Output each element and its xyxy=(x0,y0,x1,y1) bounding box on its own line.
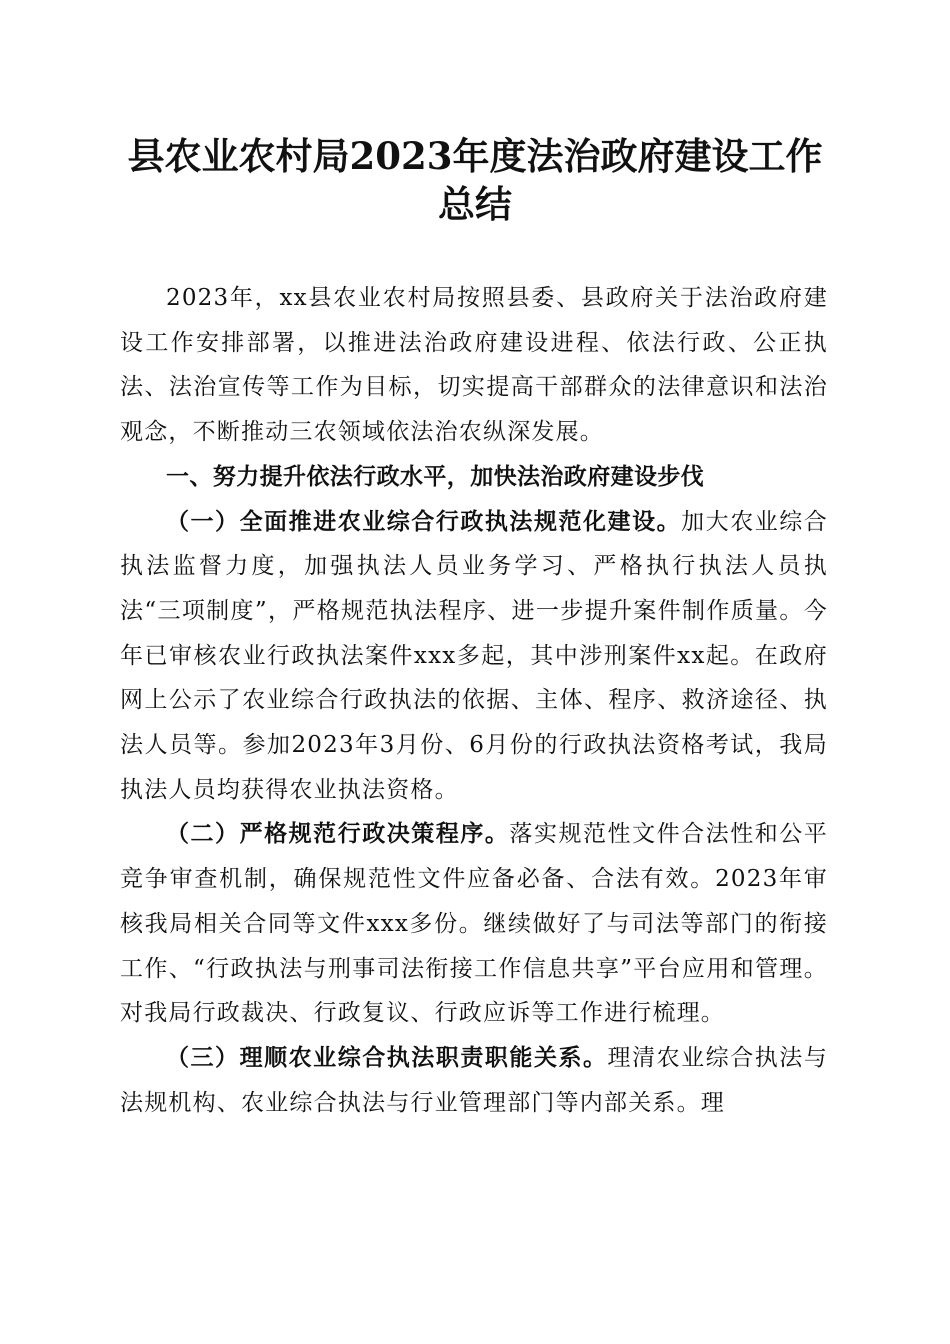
item-title-1: （一）全面推进农业综合行政执法规范化建设。 xyxy=(166,507,682,535)
document-body xyxy=(120,276,828,1125)
item-text-1: 加大农业综合执法监督力度，加强执法人员业务学习、严格执行执法人员执法“三项制度”，严格规范执法程序、进一步提升案件制作质量。今年已审核农业行政执法案件xxx多起，其中涉刑案件xx起。在政府网上公示了农业综合行政执法的依据、主体、程序、救济途径、执法人员等。参加2023年3月份、6月份的行政执法资格考试，我局执法人员均获得农业执法资格。 xyxy=(120,508,829,803)
section-heading: 一、努力提升依法行政水平，加快法治政府建设步伐 xyxy=(166,463,705,490)
item-title-3: （三）理顺农业综合执法职责职能关系。 xyxy=(166,1043,608,1071)
item-title-2: （二）严格规范行政决策程序。 xyxy=(166,820,510,848)
item-text-3: 理清农业综合执法与法规机构、农业综合执法与行业管理部门等内部关系。理 xyxy=(120,1044,828,1116)
item-paragraph-3 xyxy=(120,1036,828,1125)
intro-paragraph: 2023年，xx县农业农村局按照县委、县政府关于法治政府建设工作安排部署，以推进法治政府建设进程、依法行政、公正执法、法治宣传等工作为目标，切实提高干部群众的法律意识和法治观念，不断推动三农领域依法治农纵深发展。 xyxy=(120,285,828,446)
item-text-2: 落实规范性文件合法性和公平竞争审查机制，确保规范性文件应备必备、合法有效。2023年审核我局相关合同等文件xxx多份。继续做好了与司法等部门的衔接工作、“行政执法与刑事司法衔接工作信息共享”平台应用和管理。对我局行政裁决、行政复议、行政应诉等工作进行梳理。 xyxy=(120,821,828,1027)
item-paragraph-2 xyxy=(120,812,828,1036)
document-title: 县农业农村局2023年度法治政府建设工作总结 xyxy=(127,134,823,226)
item-paragraph-1 xyxy=(120,500,828,813)
